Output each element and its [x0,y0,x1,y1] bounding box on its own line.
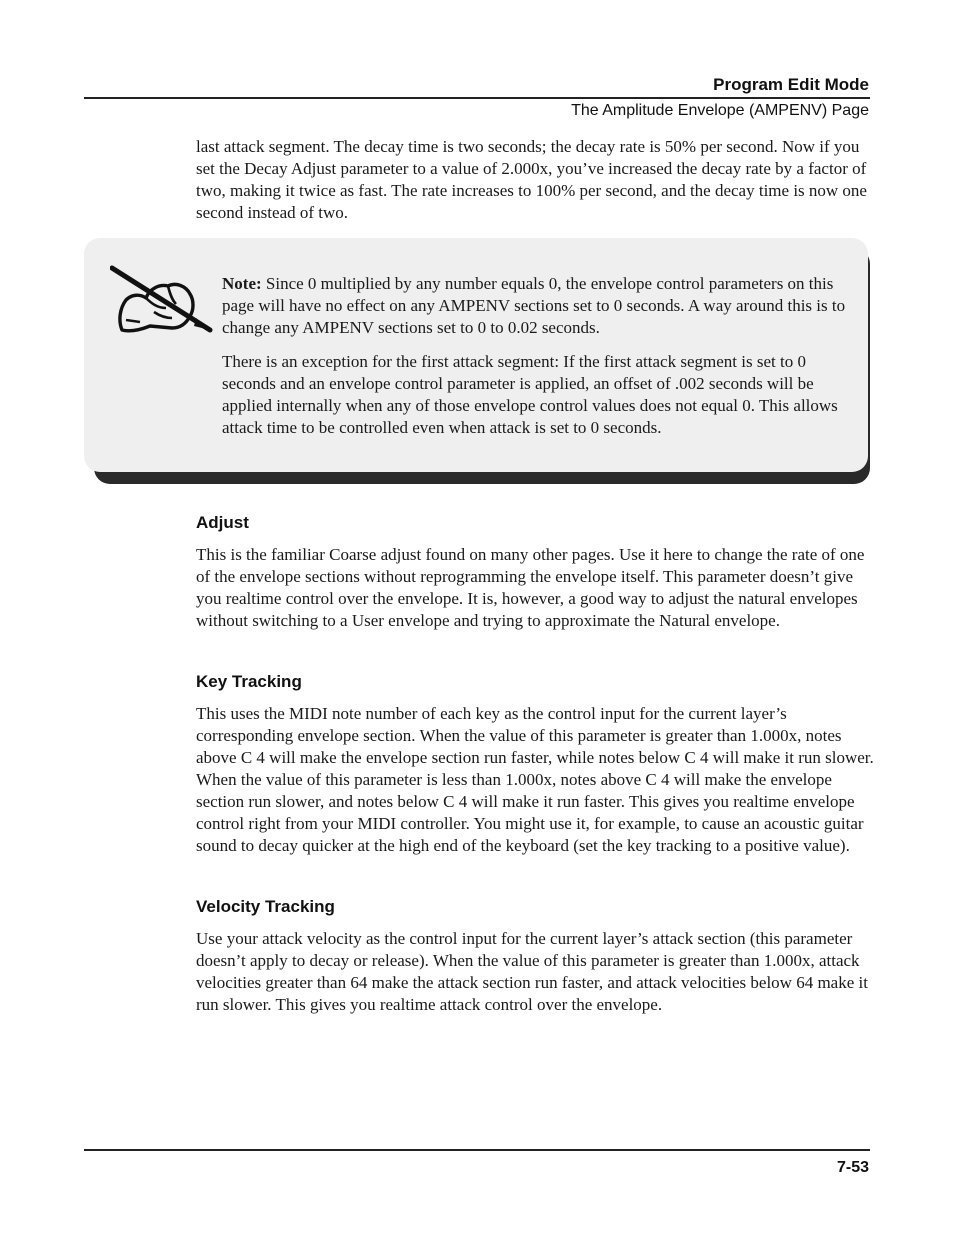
section-heading-adjust: Adjust [196,513,249,532]
note-paragraph-2: There is an exception for the first attack segment: If the first attack segment is set to 0 seconds and an envelope control parameter is applied, an offset of .002 seconds will be applied internally when any of those envelope control values does not equal 0. This allows attack time to be controlled even when attack is set to 0 seconds. [222,352,838,437]
header-chapter: Program Edit Mode [713,75,869,94]
footer-rule [84,1149,870,1151]
header-rule [84,97,870,99]
header-section: The Amplitude Envelope (AMPENV) Page [571,102,869,119]
section-body-adjust: This is the familiar Coarse adjust found on many other pages. Use it here to change the rate of one of the envelope sections without reprogramming the envelope itself. This parameter doesn’t give you realtime control over the envelope. It is, however, a good way to adjust the natural envelopes without switching to a User envelope and trying to approximate the Natural envelope. [196,545,865,630]
note-label: Note: [222,274,262,293]
section-heading-key-tracking: Key Tracking [196,672,302,691]
note-text-1: Since 0 multiplied by any number equals 0, the envelope control parameters on this page will have no effect on any AMPENV sections set to 0 seconds. A way around this is to change any AMPENV sections set to 0 to 0.02 seconds. [222,274,846,337]
note-content [222,273,852,451]
pen-writing-icon [110,264,214,336]
section-body-key-tracking: This uses the MIDI note number of each key as the control input for the current layer’s corresponding envelope section. When the value of this parameter is greater than 1.000x, notes above C 4 will make the envelope section run faster, while notes below C 4 will make it run slower. When the value of this parameter is less than 1.000x, notes above C 4 will make the envelope section run slower, and notes below C 4 will make it run faster. This gives you realtime envelope control right from your MIDI controller. You might use it, for example, to cause an acoustic guitar sound to decay quicker at the high end of the keyboard (set the key tracking to a positive value). [196,704,874,855]
note-paragraph-1 [222,273,852,339]
page-number: 7-53 [836,1159,869,1176]
section-heading-velocity-tracking: Velocity Tracking [196,897,335,916]
section-body-velocity-tracking: Use your attack velocity as the control input for the current layer’s attack section (this parameter doesn’t apply to decay or release). When the value of this parameter is greater than 1.000x, attack velocities greater than 64 make the attack section run faster, and attack velocities below 64 make it run slower. This gives you realtime attack control over the envelope. [196,929,868,1014]
intro-paragraph: last attack segment. The decay time is two seconds; the decay rate is 50% per second. Now if you set the Decay Adjust parameter to a value of 2.000x, you’ve increased the decay rate by a factor of two, making it twice as fast. The rate increases to 100% per second, and the decay time is now one second instead of two. [196,137,867,222]
